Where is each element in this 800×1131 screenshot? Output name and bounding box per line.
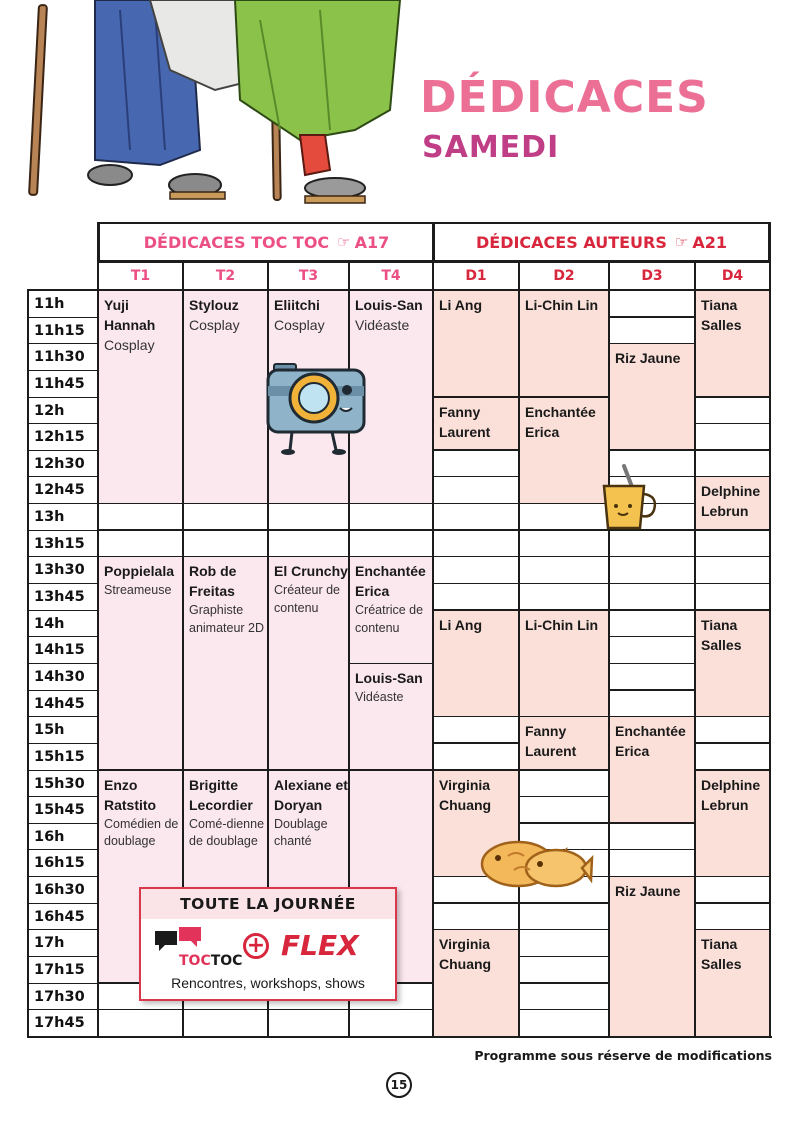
session-role: Vidéaste: [355, 317, 410, 333]
session-block: [183, 290, 268, 504]
empty-slot: [609, 823, 695, 850]
empty-slot: [183, 1009, 268, 1036]
empty-slot: [609, 317, 695, 344]
session-block: [98, 290, 183, 504]
time-label: 14h45: [28, 690, 98, 717]
session-role: Vidéaste: [355, 689, 404, 704]
time-label: 12h15: [28, 423, 98, 450]
session-block: [695, 610, 770, 717]
session-name: Louis-San: [355, 297, 423, 313]
empty-slot: [609, 663, 695, 690]
grid-border-bottom: [27, 1036, 772, 1038]
empty-slot: [609, 290, 695, 317]
session-block: [519, 397, 609, 504]
empty-slot: [695, 556, 770, 583]
session-role: [520, 635, 608, 636]
session-role: Doublage chanté: [274, 816, 328, 849]
column-header-t2: T2: [183, 262, 268, 290]
toctoc-label-a: TOC: [179, 953, 211, 969]
empty-slot: [609, 849, 695, 876]
session-role: Cosplay: [104, 337, 155, 353]
empty-slot: [183, 503, 268, 530]
empty-slot: [695, 530, 770, 557]
empty-slot: [433, 716, 519, 743]
time-label: 16h45: [28, 903, 98, 930]
time-label: 17h30: [28, 983, 98, 1010]
session-role: [696, 335, 769, 336]
time-label: 15h15: [28, 743, 98, 770]
session-name: Riz Jaune: [615, 883, 681, 900]
empty-slot: [519, 530, 609, 557]
session-name: Enchantée Erica: [355, 563, 426, 600]
empty-slot: [519, 583, 609, 610]
time-label: 13h15: [28, 530, 98, 557]
time-label: 16h30: [28, 876, 98, 903]
empty-slot: [609, 556, 695, 583]
group-header: [433, 222, 770, 262]
empty-slot: [98, 1009, 183, 1036]
empty-slot: [433, 450, 519, 477]
session-role: [434, 442, 518, 443]
taiyaki-icon: [478, 826, 594, 898]
session-role: Cosplay: [189, 317, 240, 333]
session-name: Delphine Lebrun: [701, 483, 761, 520]
session-role: [350, 775, 432, 776]
session-role: Créatrice de contenu: [355, 603, 424, 635]
column-header-t3: T3: [268, 262, 349, 290]
group-location: A21: [692, 232, 727, 252]
flex-label: FLEX: [281, 929, 359, 962]
session-role: [434, 315, 518, 316]
session-role: Comédien de doublage: [104, 816, 179, 849]
session-block: [609, 876, 695, 1036]
session-name: El Crunchy: [274, 563, 348, 580]
session-block: [268, 556, 349, 770]
time-label: 16h: [28, 823, 98, 850]
session-name: Alexiane et Doryan: [274, 776, 348, 813]
empty-slot: [433, 583, 519, 610]
session-block: [98, 556, 183, 770]
all-day-subtitle: Rencontres, workshops, shows: [171, 975, 365, 991]
session-name: Stylouz: [189, 297, 239, 313]
empty-slot: [433, 530, 519, 557]
session-name: Li-Chin Lin: [525, 297, 599, 313]
column-header-d2: D2: [519, 262, 609, 290]
group-label: DÉDICACES TOC TOC: [143, 232, 330, 252]
page-subtitle: SAMEDI: [422, 130, 560, 165]
toctoc-label: [179, 953, 242, 969]
session-role: [434, 635, 518, 636]
empty-slot: [98, 530, 183, 557]
empty-slot: [609, 690, 695, 717]
session-name: Tiana Salles: [701, 297, 742, 333]
hand-pointer-icon: ☞: [337, 233, 351, 251]
session-name: Fanny Laurent: [439, 403, 491, 440]
session-name: Louis-San: [355, 669, 423, 686]
session-role: [696, 815, 769, 816]
session-name: Enchantée Erica: [615, 723, 686, 760]
empty-slot: [433, 556, 519, 583]
all-day-title: TOUTE LA JOURNÉE: [141, 889, 395, 919]
session-block: [433, 397, 519, 451]
session-name: Enchantée Erica: [525, 403, 596, 440]
session-role: [696, 974, 769, 975]
empty-slot: [349, 503, 433, 530]
session-role: [696, 521, 769, 522]
time-label: 15h: [28, 716, 98, 743]
session-name: Brigitte Lecordier: [189, 776, 253, 813]
empty-slot: [695, 743, 770, 770]
grid-border-right: [769, 222, 771, 1036]
session-name: Virginia Chuang: [439, 776, 492, 813]
empty-slot: [519, 929, 609, 956]
session-name: Eliitchi: [274, 297, 320, 313]
page-number: 15: [386, 1072, 412, 1098]
session-name: Li-Chin Lin: [525, 616, 599, 633]
empty-slot: [519, 983, 609, 1010]
session-role: [434, 815, 518, 816]
empty-slot: [695, 397, 770, 424]
time-label: 11h30: [28, 343, 98, 370]
empty-slot: [519, 796, 609, 823]
time-label: 13h30: [28, 556, 98, 583]
session-block: [695, 929, 770, 1036]
time-label: 16h15: [28, 849, 98, 876]
session-name: Virginia Chuang: [439, 936, 492, 973]
session-block: [433, 610, 519, 717]
empty-slot: [519, 503, 609, 530]
session-block: [183, 556, 268, 770]
session-role: Streameuse: [104, 583, 172, 598]
empty-slot: [519, 556, 609, 583]
session-block: [349, 556, 433, 663]
empty-slot: [183, 530, 268, 557]
column-header-t1: T1: [98, 262, 183, 290]
time-label: 12h30: [28, 450, 98, 477]
session-block: [519, 716, 609, 770]
column-header-d4: D4: [695, 262, 770, 290]
hand-pointer-icon: ☞: [674, 233, 689, 251]
grid-divider-time: [97, 222, 99, 1036]
session-block: [349, 663, 433, 770]
empty-slot: [433, 503, 519, 530]
empty-slot: [609, 636, 695, 663]
session-role: Comé-dienne de doublage: [189, 816, 265, 849]
session-role: [696, 655, 769, 656]
empty-slot: [98, 503, 183, 530]
time-label: 14h30: [28, 663, 98, 690]
session-block: [519, 610, 609, 717]
session-block: [695, 290, 770, 397]
empty-slot: [609, 583, 695, 610]
empty-slot: [695, 903, 770, 930]
session-name: Delphine Lebrun: [701, 776, 761, 813]
column-header-t4: T4: [349, 262, 433, 290]
session-block: [695, 476, 770, 530]
session-role: [610, 368, 694, 369]
time-label: 17h: [28, 929, 98, 956]
session-block: [433, 929, 519, 1036]
time-label: 13h: [28, 503, 98, 530]
empty-slot: [609, 610, 695, 637]
time-label: 15h45: [28, 796, 98, 823]
empty-slot: [349, 530, 433, 557]
session-block: [609, 716, 695, 823]
session-name: Riz Jaune: [615, 350, 681, 367]
session-role: [610, 901, 694, 902]
session-name: Rob de Freitas: [189, 563, 237, 600]
all-day-box: [139, 887, 397, 1001]
time-label: 12h: [28, 397, 98, 424]
session-role: [520, 761, 608, 762]
session-role: [520, 315, 608, 316]
empty-slot: [268, 530, 349, 557]
empty-slot: [519, 770, 609, 797]
empty-slot: [519, 903, 609, 930]
session-name: Li Ang: [439, 616, 483, 633]
grid-border-top: [27, 289, 99, 291]
toctoc-label-b: TOC: [210, 953, 243, 969]
session-block: [609, 343, 695, 450]
empty-slot: [519, 956, 609, 983]
time-label: 17h45: [28, 1009, 98, 1036]
session-role: [610, 761, 694, 762]
time-label: 13h45: [28, 583, 98, 610]
empty-slot: [268, 1009, 349, 1036]
session-name: Fanny Laurent: [525, 723, 577, 760]
session-name: Poppielala: [104, 563, 175, 580]
empty-slot: [695, 716, 770, 743]
group-label: DÉDICACES AUTEURS: [475, 232, 667, 252]
grid-divider-groups: [432, 222, 434, 1036]
time-label: 11h45: [28, 370, 98, 397]
empty-slot: [433, 903, 519, 930]
session-name: Yuji Hannah: [104, 297, 156, 333]
time-label: 12h45: [28, 476, 98, 503]
empty-slot: [519, 1009, 609, 1036]
empty-slot: [695, 423, 770, 450]
group-header: [98, 222, 433, 262]
session-block: [695, 770, 770, 877]
session-name: Enzo Ratstito: [104, 776, 157, 813]
empty-slot: [349, 1009, 433, 1036]
camera-mascot-icon: [262, 350, 372, 460]
empty-slot: [268, 503, 349, 530]
session-block: [519, 290, 609, 397]
time-label: 11h: [28, 290, 98, 317]
empty-slot: [433, 743, 519, 770]
session-role: Cosplay: [274, 317, 325, 333]
column-header-d1: D1: [433, 262, 519, 290]
page-title: DÉDICACES: [420, 72, 709, 123]
session-name: Tiana Salles: [701, 936, 742, 973]
empty-slot: [695, 450, 770, 477]
time-label: 11h15: [28, 317, 98, 344]
time-label: 17h15: [28, 956, 98, 983]
mug-mascot-icon: [598, 462, 662, 534]
time-label: 14h15: [28, 636, 98, 663]
session-block: [433, 290, 519, 397]
empty-slot: [433, 476, 519, 503]
group-location: A17: [354, 232, 390, 252]
session-role: [434, 974, 518, 975]
plus-icon: +: [243, 933, 269, 959]
session-name: Tiana Salles: [701, 616, 742, 653]
grid-border-left: [27, 290, 29, 1036]
time-label: 15h30: [28, 770, 98, 797]
disclaimer-note: Programme sous réserve de modifications: [474, 1048, 772, 1063]
session-role: Créateur de contenu: [274, 583, 341, 615]
empty-slot: [695, 876, 770, 903]
empty-slot: [695, 583, 770, 610]
session-name: Li Ang: [439, 297, 483, 313]
column-header-d3: D3: [609, 262, 695, 290]
time-label: 14h: [28, 610, 98, 637]
session-role: Graphiste animateur 2D: [189, 603, 265, 635]
session-role: [520, 442, 608, 443]
